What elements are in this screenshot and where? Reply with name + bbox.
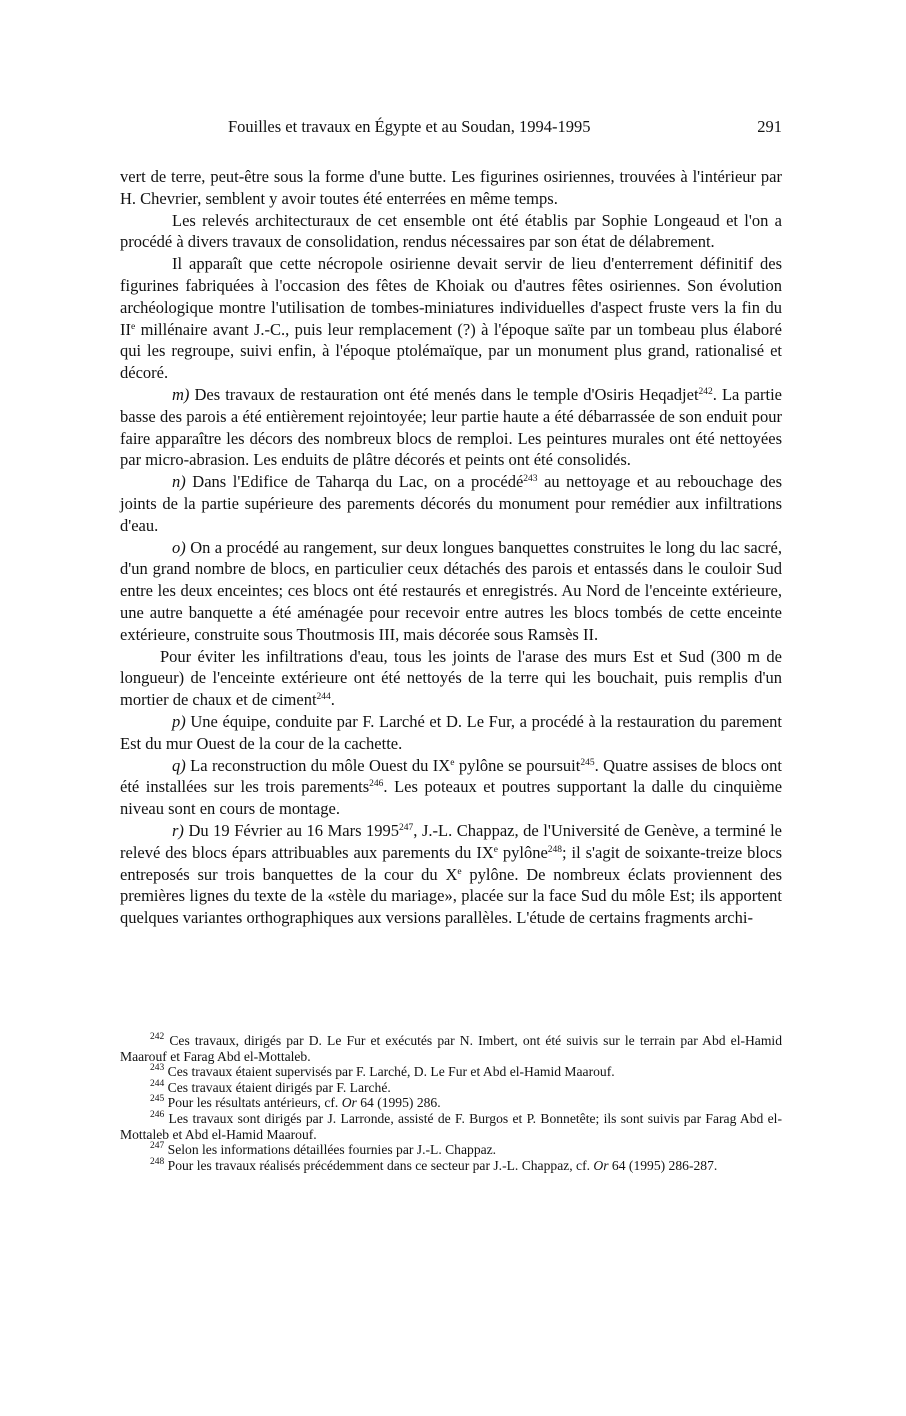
footnote-number: 247 (150, 1141, 165, 1152)
main-text (120, 166, 782, 929)
footnote: $^{243}$ Ces travaux étaient supervisés par F. Larché, D. Le Fur et Abd el-Hamid Maarouf. (150, 1063, 615, 1080)
running-header (120, 117, 782, 141)
paragraph: Les relevés architecturaux de cet ensemble ont été établis par Sophie Longeaud et l'on a procédé à divers travaux de consolidation, rendus nécessaires par son état de délabrement. (120, 210, 782, 252)
footnote-ref: 242 (698, 386, 713, 397)
footnote-ref: 244 (316, 692, 331, 703)
paragraph-r: r) Du 19 Février au 16 Mars 1995$^{247}$, J.-L. Chappaz, de l'Université de Genève, a terminé le relevé des blocs épars attribuables aux parements du IXe pylône$^{248}$; il s'agit de soixante-treize blocs entreposés sur trois banquettes de la cour du Xe pylône. De nombreux éclats proviennent des premières lignes du texte de la «stèle du mariage», placée sur la face Sud du môle Est; ils apportent quelques variantes orthographiques aux versions parallèles. L'étude de certains fragments archi- (120, 820, 783, 928)
footnote-ref: 248 (547, 844, 563, 855)
item-label: o) (172, 537, 186, 557)
footnote: $^{246}$ Les travaux sont dirigés par J. Larronde, assisté de F. Burgos et P. Bonnetête; ils sont suivis par Farag Abd el-Mottaleb et Abd el-Hamid Maarouf. (120, 1109, 782, 1142)
footnote: $^{247}$ Selon les informations détaillées fournies par J.-L. Chappaz. (150, 1141, 497, 1158)
item-label: m) (172, 384, 190, 404)
footnotes (120, 1033, 782, 1173)
item-label: r) (172, 820, 184, 840)
footnote-ref: 243 (523, 474, 538, 485)
footnote-number: 245 (150, 1094, 165, 1105)
item-label: p) (172, 711, 186, 731)
footnote-number: 244 (150, 1078, 165, 1089)
paragraph: Il apparaît que cette nécropole osirienne devait servir de lieu d'enterrement définitif des figurines fabriquées à l'occasion des fêtes de Khoiak ou d'autres fêtes osiriennes. Son évolution archéologique montre l'utilisation de tombes-miniatures individuelles d'aspect fruste vers la fin du IIe millénaire avant J.-C., puis leur remplacement (?) à l'époque saïte par un tombeau plus élaboré qui les regroupe, suivi enfin, à l'époque ptolémaïque, par un monument plus grand, rationalisé et décoré. (120, 254, 782, 383)
footnote-number: 242 (150, 1032, 165, 1042)
footnote-ref: 247 (399, 822, 414, 833)
footnote-number: 248 (150, 1156, 165, 1167)
paragraph-continued: vert de terre, peut-être sous la forme d'une butte. Les figurines osiriennes, trouvées à l'intérieur par H. Chevrier, semblent y avoir toutes été enterrées en même temps. (120, 167, 782, 208)
paragraph: Pour éviter les infiltrations d'eau, tous les joints de l'arase des murs Est et Sud (300 m de longueur) de l'enceinte extérieure ont été nettoyés de la terre qui les bouchait, puis remplis d'un mortier de chaux et de ciment$^{244}$. (120, 646, 782, 710)
footnote-ref: 246 (369, 779, 384, 790)
paragraph-q: q) La reconstruction du môle Ouest du IXe pylône se poursuit$^{245}$. Quatre assises de blocs ont été installées sur les trois parements$^{246}$. Les poteaux et poutres supportant la dalle du cinquième niveau sont en cours de montage. (120, 755, 783, 819)
paragraph-m: m) Des travaux de restauration ont été menés dans le temple d'Osiris Heqadjet$^{242}$. La partie basse des parois a été entièrement rejointoyée; leur partie haute a été débarrassée de son enduit pour faire apparaître les décors des nombreux blocs de remploi. Les peintures murales ont été nettoyées par micro-abrasion. Les enduits de plâtre décorés et peints ont été consolidés. (120, 384, 783, 470)
paragraph-o: o) On a procédé au rangement, sur deux longues banquettes construites le long du lac sacré, d'un grand nombre de blocs, en particulier ceux détachés des parois et entassés dans le couloir Sud entre les deux enceintes; ces blocs ont été restaurés et enregistrés. Au Nord de l'enceinte extérieure, une autre banquette a été aménagée pour recevoir entre autres les blocs tombés de cette enceinte extérieure, construite sous Thoutmosis III, mais décorée sous Ramsès II. (120, 537, 782, 644)
footnote: $^{244}$ Ces travaux étaient dirigés par F. Larché. (150, 1078, 391, 1095)
item-label: q) (172, 755, 186, 775)
footnote-ref: 245 (580, 757, 595, 768)
footnote: $^{248}$ Pour les travaux réalisés précédemment dans ce secteur par J.-L. Chappaz, cf. Or 64 (1995) 286-287. (150, 1156, 718, 1173)
running-title: Fouilles et travaux en Égypte et au Soudan, 1994-1995 (228, 117, 591, 136)
page-number: 291 (757, 117, 782, 136)
paragraph-n: n) Dans l'Edifice de Taharqa du Lac, on a procédé$^{243}$ au nettoyage et au rebouchage des joints de la partie supérieure des parements décorés du monument pour remédier aux infiltrations d'eau. (120, 472, 782, 535)
paragraph-p: p) Une équipe, conduite par F. Larché et D. Le Fur, a procédé à la restauration du parement Est du mur Ouest de la cour de la cachette. (120, 711, 782, 753)
footnote: $^{242}$ Ces travaux, dirigés par D. Le Fur et exécutés par N. Imbert, ont été suivis sur le terrain par Abd el-Hamid Maarouf et Farag Abd el-Mottaleb. (120, 1032, 782, 1064)
footnote-number: 243 (150, 1063, 165, 1074)
footnote-number: 246 (150, 1109, 165, 1120)
footnote: $^{245}$ Pour les résultats antérieurs, cf. Or 64 (1995) 286. (150, 1094, 441, 1111)
item-label: n) (172, 472, 186, 492)
